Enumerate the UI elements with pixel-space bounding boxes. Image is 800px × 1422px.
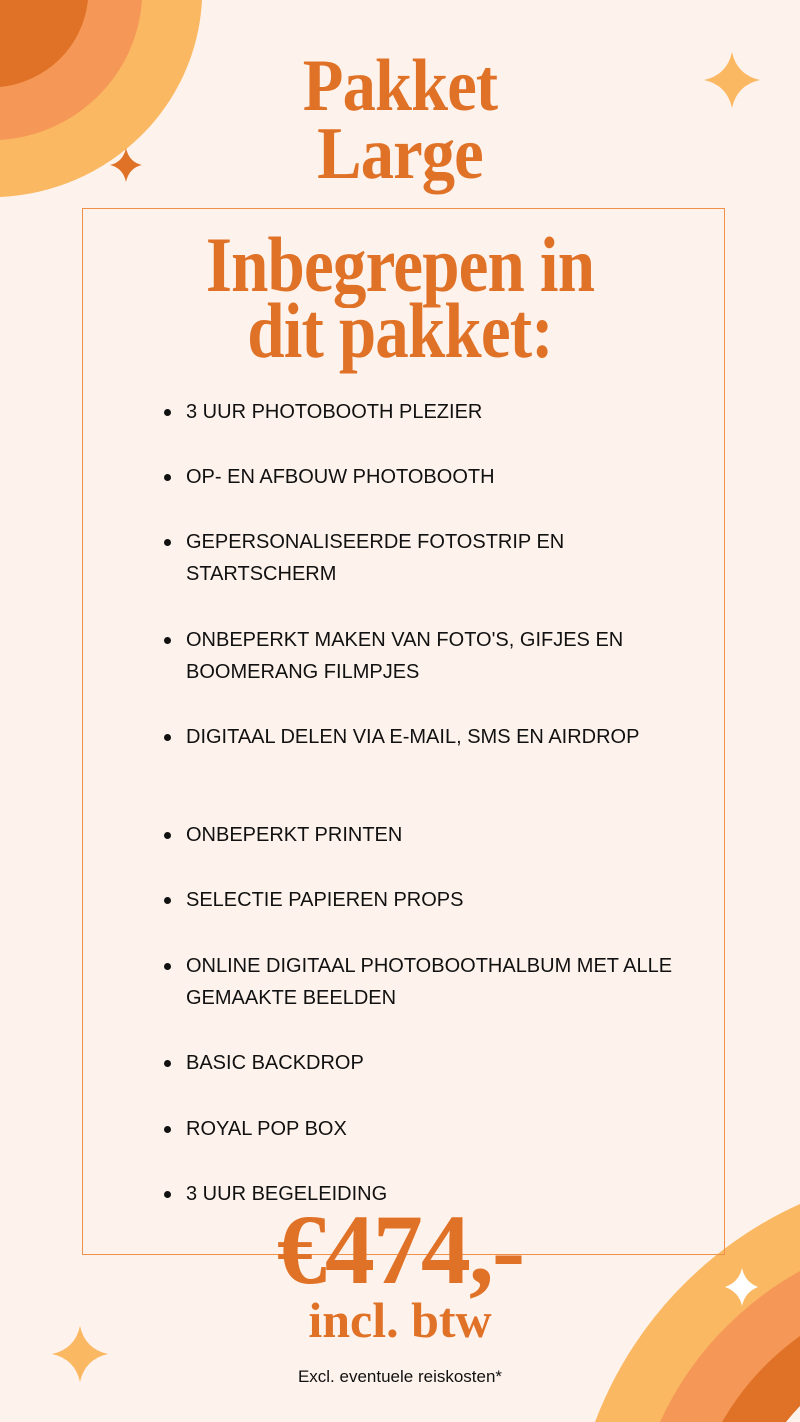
list-item: ONBEPERKT MAKEN VAN FOTO'S, GIFJES EN BOOMERANG FILMPJES bbox=[162, 624, 692, 688]
price: €474,- bbox=[276, 1194, 524, 1305]
title-line: Pakket bbox=[302, 45, 498, 127]
section-heading bbox=[0, 221, 800, 374]
list-item: 3 UUR PHOTOBOOTH PLEZIER bbox=[162, 396, 692, 428]
list-item: GEPERSONALISEERDE FOTOSTRIP EN STARTSCHERM bbox=[162, 526, 692, 590]
list-item: BASIC BACKDROP bbox=[162, 1047, 692, 1079]
list-item: ROYAL POP BOX bbox=[162, 1113, 692, 1145]
heading-line: dit pakket: bbox=[247, 287, 553, 374]
list-item: 3 UUR BEGELEIDING bbox=[162, 1178, 692, 1210]
price-tax-note: incl. btw bbox=[308, 1292, 492, 1348]
list-item: ONLINE DIGITAAL PHOTOBOOTHALBUM MET ALLE GEMAAKTE BEELDEN bbox=[162, 950, 692, 1014]
list-item: DIGITAAL DELEN VIA E-MAIL, SMS EN AIRDROP bbox=[162, 721, 692, 753]
list-item: SELECTIE PAPIEREN PROPS bbox=[162, 884, 692, 916]
list-item: ONBEPERKT PRINTEN bbox=[162, 819, 692, 851]
title-line: Large bbox=[317, 113, 483, 195]
footnote: Excl. eventuele reiskosten* bbox=[297, 1367, 503, 1386]
heading-line: Inbegrepen in bbox=[205, 221, 595, 308]
page-title bbox=[0, 45, 800, 195]
list-item: OP- EN AFBOUW PHOTOBOOTH bbox=[162, 461, 692, 493]
